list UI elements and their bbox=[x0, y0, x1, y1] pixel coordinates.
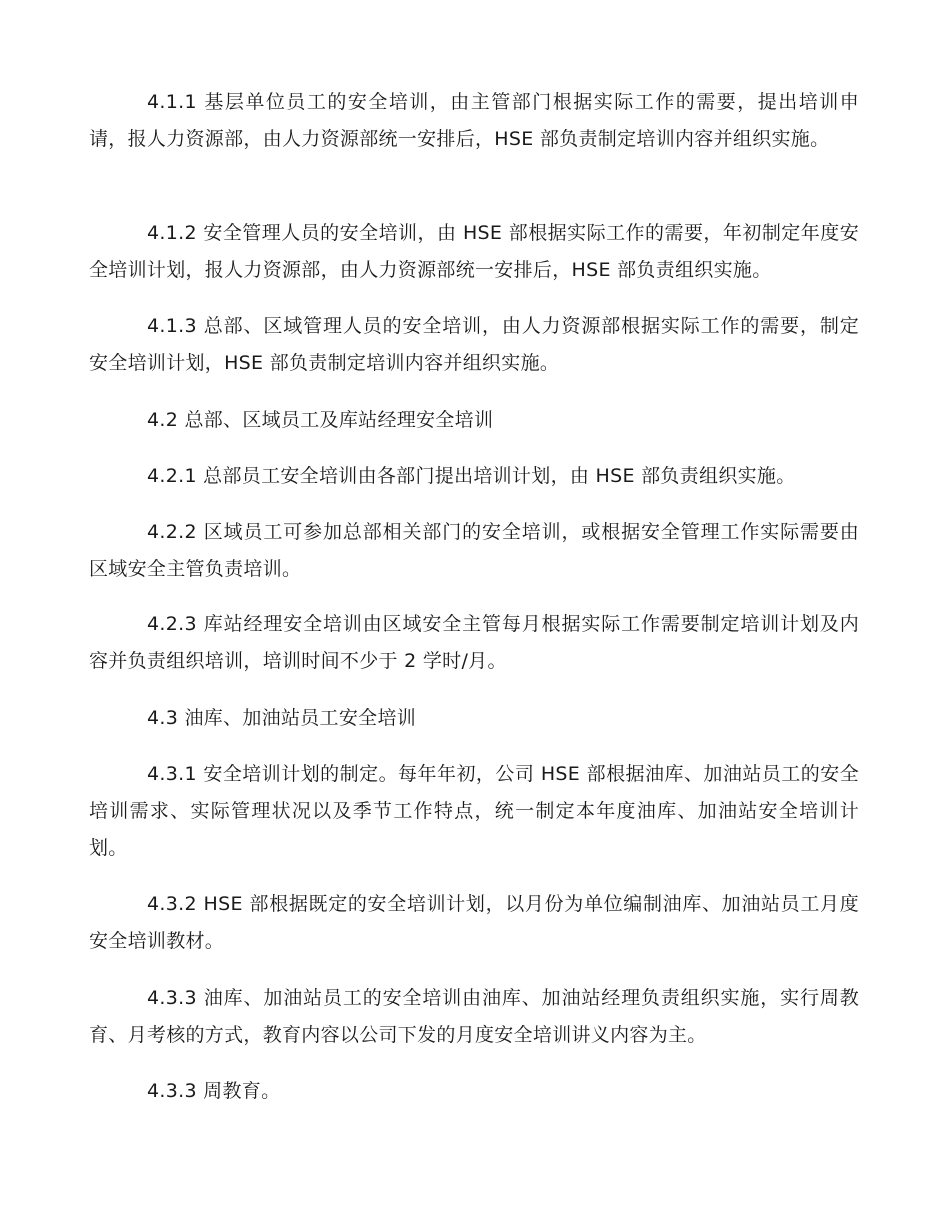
paragraph-4-3-1: 4.3.1 安全培训计划的制定。每年年初，公司 HSE 部根据油库、加油站员工的安全培训需求、实际管理状况以及季节工作特点，统一制定本年度油库、加油站安全培训计划。 bbox=[89, 763, 859, 859]
paragraph-4-1-3: 4.1.3 总部、区域管理人员的安全培训，由人力资源部根据实际工作的需要，制定安全培训计划，HSE 部负责制定培训内容并组织实施。 bbox=[89, 315, 859, 374]
paragraph-4-3-2: 4.3.2 HSE 部根据既定的安全培训计划，以月份为单位编制油库、加油站员工月度安全培训教材。 bbox=[89, 893, 859, 952]
heading-4-3: 4.3 油库、加油站员工安全培训 bbox=[147, 707, 417, 729]
paragraph-4-1-2: 4.1.2 安全管理人员的安全培训，由 HSE 部根据实际工作的需要，年初制定年度安全培训计划，报人力资源部，由人力资源部统一安排后，HSE 部负责组织实施。 bbox=[89, 222, 859, 281]
paragraph-4-3-3-weekly: 4.3.3 周教育。 bbox=[147, 1080, 281, 1102]
heading-4-2: 4.2 总部、区域员工及库站经理安全培训 bbox=[147, 409, 494, 431]
paragraph-4-1-1: 4.1.1 基层单位员工的安全培训，由主管部门根据实际工作的需要，提出培训申请，报人力资源部，由人力资源部统一安排后，HSE 部负责制定培训内容并组织实施。 bbox=[89, 91, 859, 150]
paragraph-4-2-2: 4.2.2 区域员工可参加总部相关部门的安全培训，或根据安全管理工作实际需要由区域安全主管负责培训。 bbox=[89, 521, 859, 580]
paragraph-4-2-1: 4.2.1 总部员工安全培训由各部门提出培训计划，由 HSE 部负责组织实施。 bbox=[147, 465, 796, 487]
paragraph-4-3-3: 4.3.3 油库、加油站员工的安全培训由油库、加油站经理负责组织实施，实行周教育、月考核的方式，教育内容以公司下发的月度安全培训讲义内容为主。 bbox=[89, 987, 859, 1046]
paragraph-4-2-3: 4.2.3 库站经理安全培训由区域安全主管每月根据实际工作需要制定培训计划及内容并负责组织培训，培训时间不少于 2 学时/月。 bbox=[89, 613, 859, 672]
